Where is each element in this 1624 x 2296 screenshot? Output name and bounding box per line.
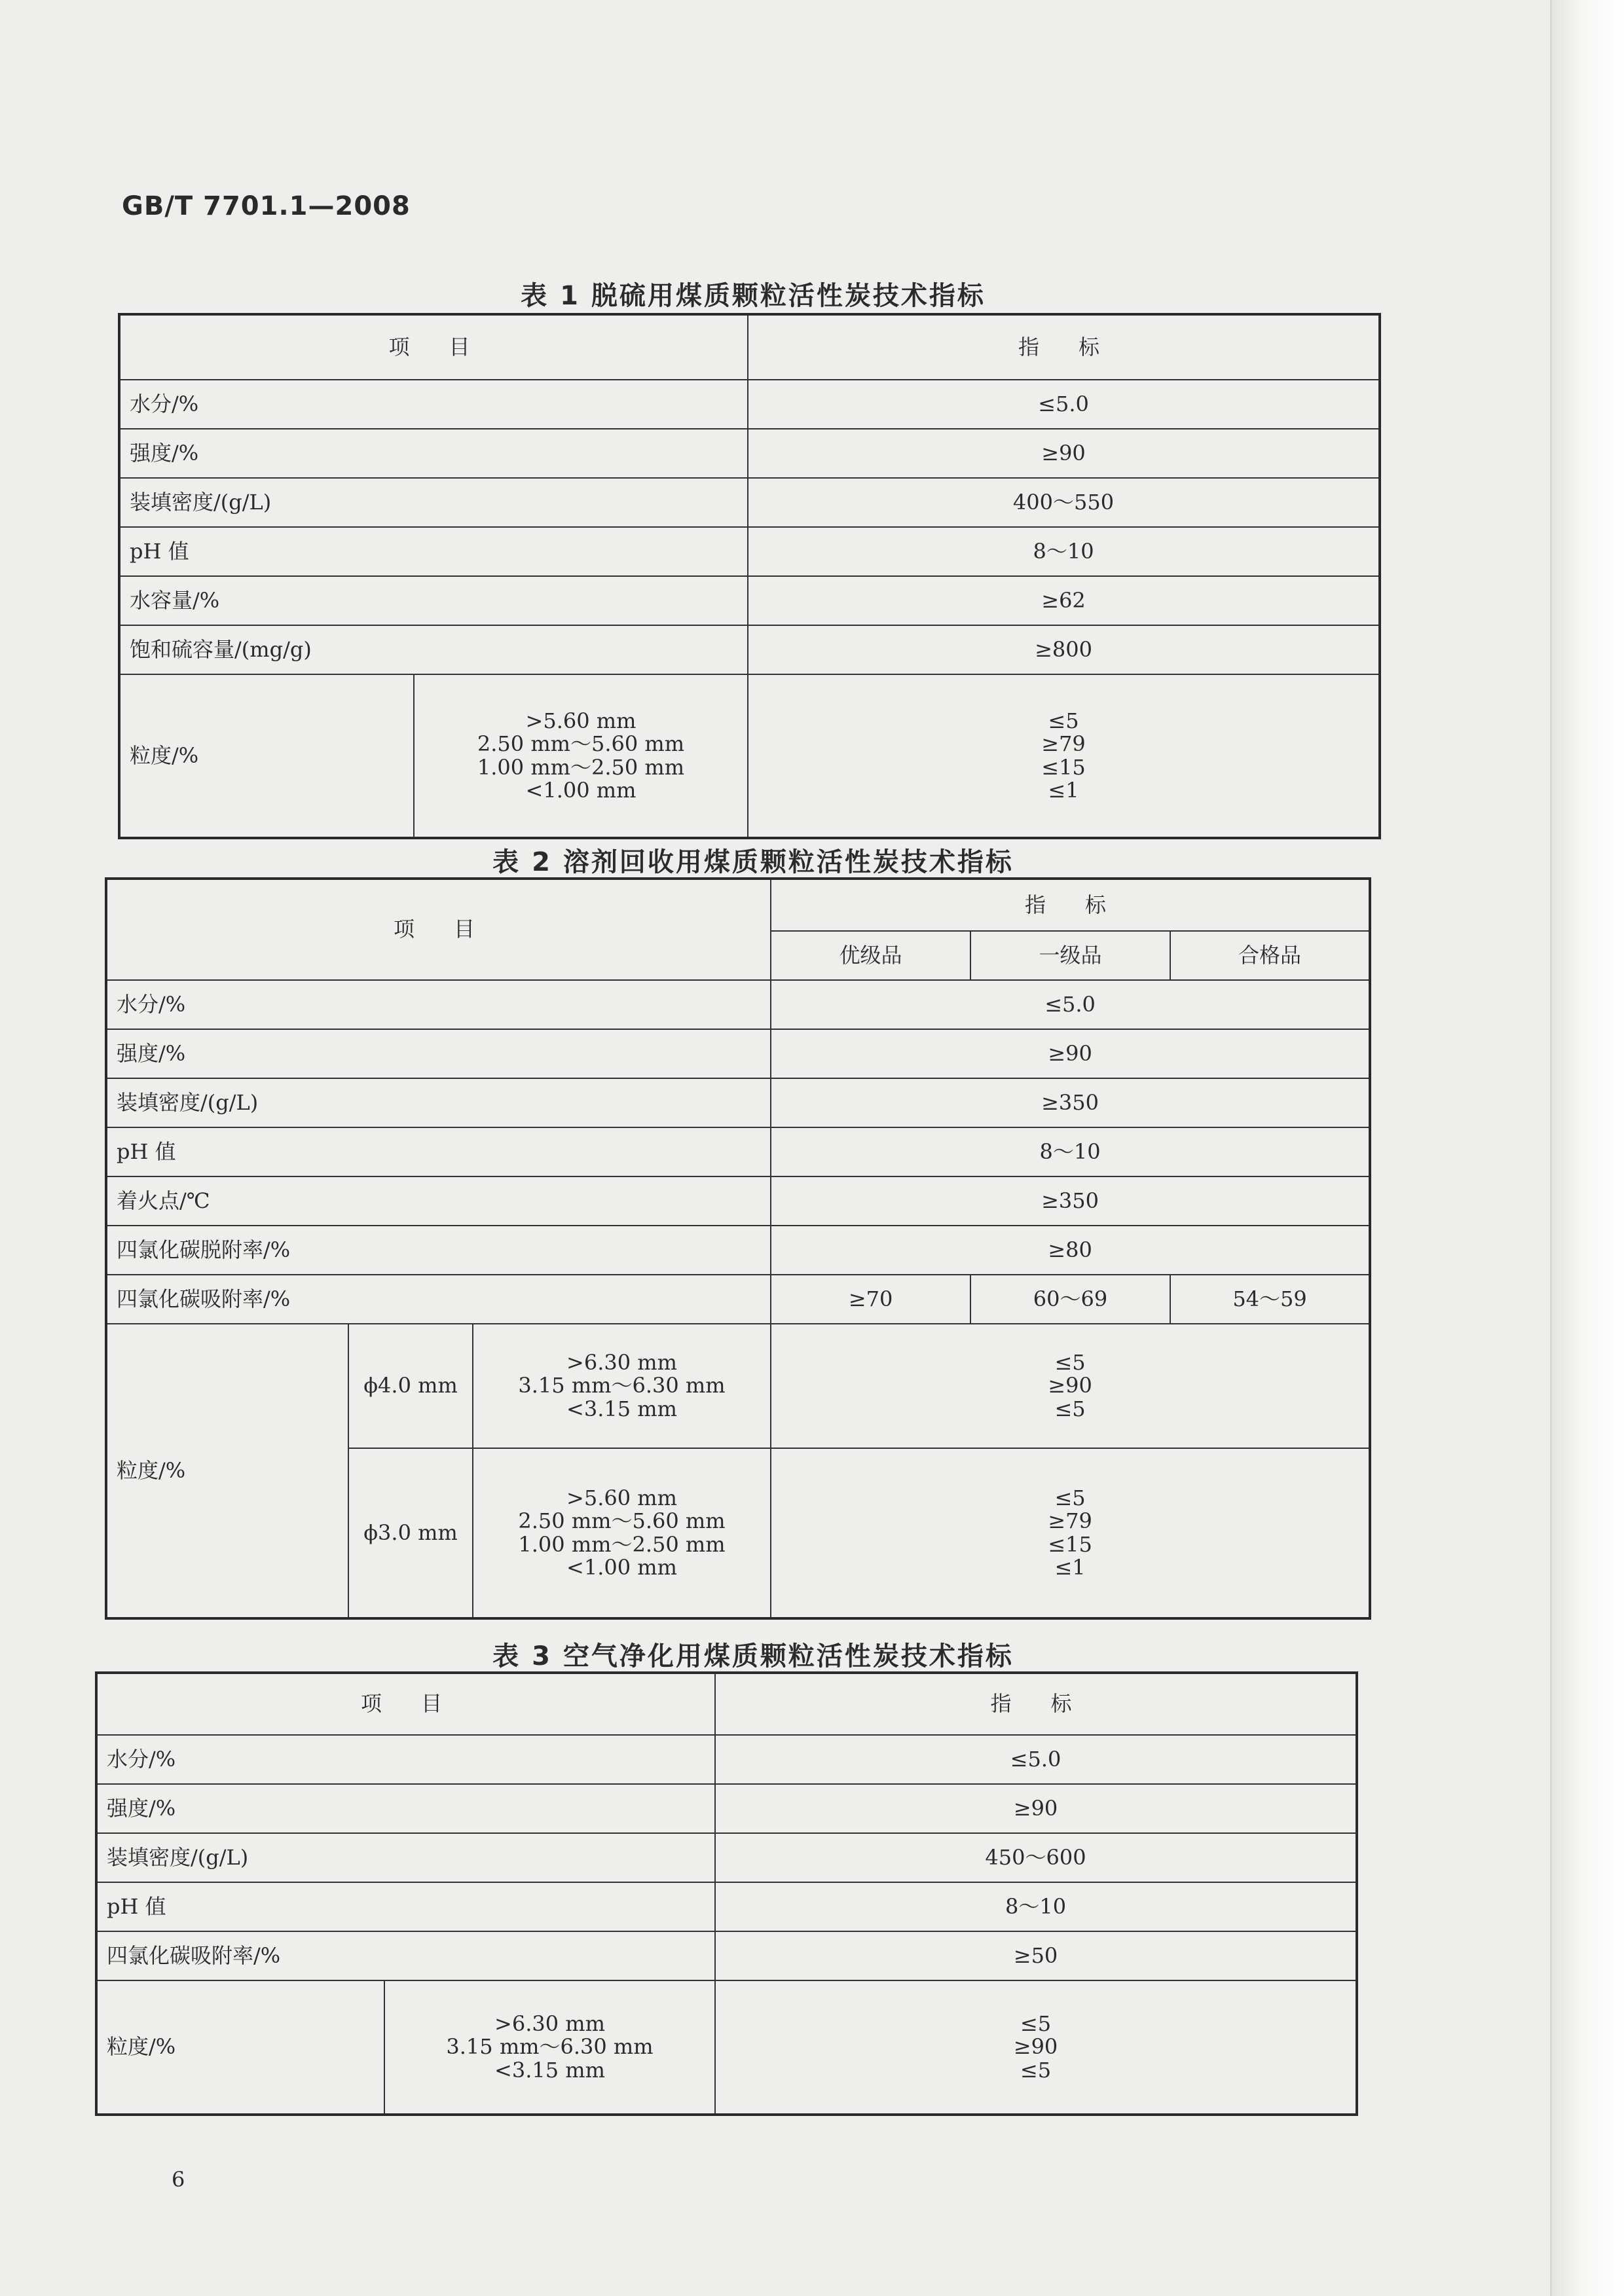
particle-value: ≥90 xyxy=(1013,2034,1058,2060)
table2-ccl4-first: 60～69 xyxy=(970,1275,1170,1324)
table3-particle-ranges xyxy=(384,1980,715,2115)
table1-row-item: 水容量/% xyxy=(119,576,748,625)
particle-range: 1.00 mm～2.50 mm xyxy=(477,754,685,780)
table2-grade-premium: 优级品 xyxy=(771,931,970,980)
table1-caption: 表 1 脱硫用煤质颗粒活性炭技术指标 xyxy=(521,281,986,311)
table2-header-item: 项 目 xyxy=(106,879,771,980)
particle-value: ≤5 xyxy=(1054,1350,1086,1376)
table1-row-value: ≥90 xyxy=(748,429,1380,478)
table2-diameter-4mm: ϕ4.0 mm xyxy=(348,1324,473,1448)
table2-particle-ranges xyxy=(473,1324,771,1448)
table2-row-value: ≥90 xyxy=(771,1029,1370,1078)
table2-particle-values xyxy=(771,1324,1370,1448)
table3-row-item: 四氯化碳吸附率/% xyxy=(96,1931,715,1980)
table1-row-item: 水分/% xyxy=(119,380,748,429)
particle-range: >5.60 mm xyxy=(566,1485,677,1511)
table1-particle-ranges xyxy=(414,674,748,838)
particle-range: 3.15 mm～6.30 mm xyxy=(518,1373,726,1398)
table3-particle-values xyxy=(715,1980,1357,2115)
particle-value: ≤5 xyxy=(1020,2057,1052,2083)
table2-diameter-3mm: ϕ3.0 mm xyxy=(348,1448,473,1618)
table2-row-value: ≤5.0 xyxy=(771,980,1370,1029)
table2-row-item: 水分/% xyxy=(106,980,771,1029)
particle-range: >6.30 mm xyxy=(566,1350,677,1376)
table1-row-value: ≥800 xyxy=(748,625,1380,674)
table2-row-value: 8～10 xyxy=(771,1127,1370,1176)
particle-range: <1.00 mm xyxy=(525,777,637,803)
table3-header-index: 指 标 xyxy=(715,1673,1357,1735)
particle-value: ≤5 xyxy=(1054,1485,1086,1511)
table2-particle-label: 粒度/% xyxy=(106,1324,348,1618)
table3-row-value: 8～10 xyxy=(715,1882,1357,1931)
table3-caption: 表 3 空气净化用煤质颗粒活性炭技术指标 xyxy=(492,1641,1014,1671)
table3-row-value: ≤5.0 xyxy=(715,1735,1357,1784)
table2-grade-qualified: 合格品 xyxy=(1170,931,1370,980)
particle-value: ≤5 xyxy=(1054,1396,1086,1421)
particle-range: <3.15 mm xyxy=(494,2057,605,2083)
table3-row-value: ≥50 xyxy=(715,1931,1357,1980)
particle-value: ≥90 xyxy=(1048,1373,1092,1398)
particle-range: 2.50 mm～5.60 mm xyxy=(477,731,685,757)
table1-row-item: 饱和硫容量/(mg/g) xyxy=(119,625,748,674)
table2-row-item: 强度/% xyxy=(106,1029,771,1078)
particle-range: 2.50 mm～5.60 mm xyxy=(518,1508,726,1534)
particle-value: ≤15 xyxy=(1041,754,1086,780)
table2-particle-values xyxy=(771,1448,1370,1618)
particle-value: ≥79 xyxy=(1048,1508,1092,1534)
table3-particle-label: 粒度/% xyxy=(96,1980,384,2115)
table2-grade-first: 一级品 xyxy=(970,931,1170,980)
particle-range: >5.60 mm xyxy=(525,708,637,734)
table2-ccl4-qualified: 54～59 xyxy=(1170,1275,1370,1324)
particle-range: 1.00 mm～2.50 mm xyxy=(518,1531,726,1557)
particle-value: ≥79 xyxy=(1041,731,1086,757)
page-number: 6 xyxy=(172,2167,185,2192)
particle-range: <1.00 mm xyxy=(566,1554,677,1580)
table1-particle-label: 粒度/% xyxy=(119,674,414,838)
table2-row-item: 装填密度/(g/L) xyxy=(106,1078,771,1127)
table3-row-value: ≥90 xyxy=(715,1784,1357,1833)
particle-value: ≤15 xyxy=(1048,1531,1092,1557)
table2-caption: 表 2 溶剂回收用煤质颗粒活性炭技术指标 xyxy=(492,847,1014,877)
table2-row-value: ≥350 xyxy=(771,1176,1370,1226)
table3-row-item: 水分/% xyxy=(96,1735,715,1784)
table2-row-value: ≥350 xyxy=(771,1078,1370,1127)
particle-value: ≤1 xyxy=(1054,1554,1086,1580)
table1-header-item: 项 目 xyxy=(119,314,748,380)
table1-header-index: 指 标 xyxy=(748,314,1380,380)
table3-row-item: pH 值 xyxy=(96,1882,715,1931)
table3-row-item: 强度/% xyxy=(96,1784,715,1833)
table1-particle-values xyxy=(748,674,1380,838)
particle-value: ≤1 xyxy=(1048,777,1079,803)
table1-row-item: pH 值 xyxy=(119,527,748,576)
table3-row-item: 装填密度/(g/L) xyxy=(96,1833,715,1882)
table2-ccl4-adsorption-label: 四氯化碳吸附率/% xyxy=(106,1275,771,1324)
table2-ccl4-premium: ≥70 xyxy=(771,1275,970,1324)
particle-range: 3.15 mm～6.30 mm xyxy=(446,2034,654,2060)
particle-range: <3.15 mm xyxy=(566,1396,677,1421)
table2-row-item: 四氯化碳脱附率/% xyxy=(106,1226,771,1275)
table1-row-value: 400～550 xyxy=(748,478,1380,527)
table3 xyxy=(95,1671,1358,2116)
table3-header-item: 项 目 xyxy=(96,1673,715,1735)
page-edge xyxy=(1550,0,1624,2296)
particle-value: ≤5 xyxy=(1048,708,1079,734)
table2-row-value: ≥80 xyxy=(771,1226,1370,1275)
table2 xyxy=(105,877,1371,1620)
table1-row-item: 强度/% xyxy=(119,429,748,478)
table3-row-value: 450～600 xyxy=(715,1833,1357,1882)
table2-header-index: 指 标 xyxy=(771,879,1370,931)
particle-value: ≤5 xyxy=(1020,2011,1052,2037)
particle-range: >6.30 mm xyxy=(494,2011,605,2037)
table1 xyxy=(118,313,1381,839)
table1-row-value: ≥62 xyxy=(748,576,1380,625)
table2-row-item: 着火点/℃ xyxy=(106,1176,771,1226)
table1-row-item: 装填密度/(g/L) xyxy=(119,478,748,527)
table2-row-item: pH 值 xyxy=(106,1127,771,1176)
table1-row-value: ≤5.0 xyxy=(748,380,1380,429)
table2-particle-ranges xyxy=(473,1448,771,1618)
table1-row-value: 8～10 xyxy=(748,527,1380,576)
standard-code: GB/T 7701.1—2008 xyxy=(122,191,411,221)
